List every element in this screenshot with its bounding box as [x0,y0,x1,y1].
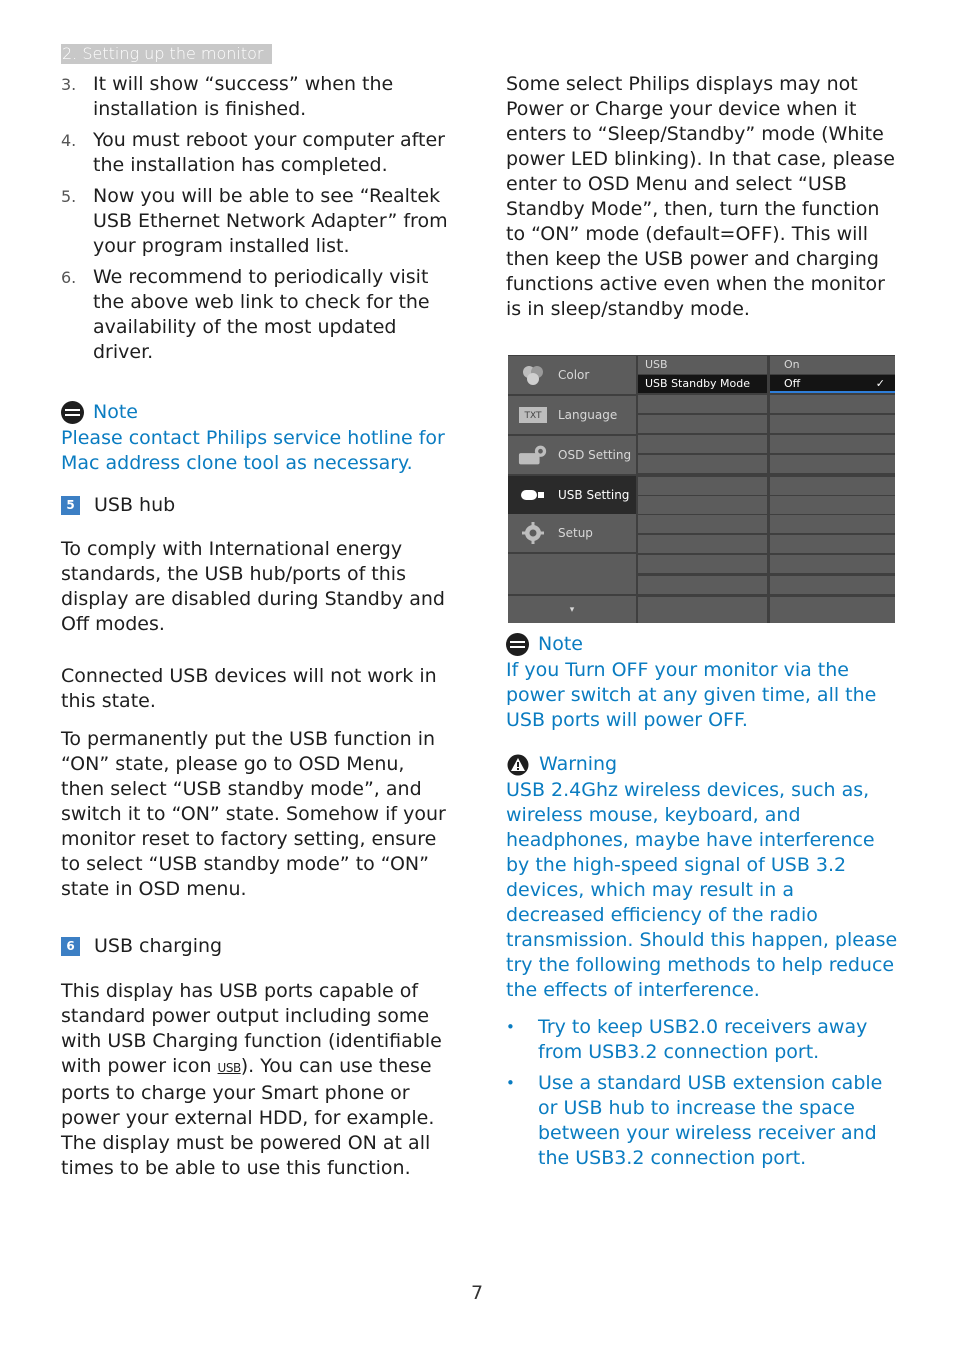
list-item: • Use a standard USB extension cable or USB hub to increase the space between your wireless receiver and the USB3.2 connection port. [506,1071,898,1171]
osd-row [770,477,895,495]
install-steps [61,72,453,365]
note-block [506,632,898,733]
list-item: 5. Now you will be able to see “Realtek USB Ethernet Network Adapter” from your program installed list. [61,185,448,257]
note-text: If you Turn OFF your monitor via the power switch at any given time, all the USB ports will power OFF. [506,659,877,731]
osd-row [638,435,767,453]
usb-hub-paragraph-2: Connected USB devices will not work in this state. [61,665,437,712]
osd-row [638,477,767,495]
osd-row [638,515,767,533]
osd-row [770,555,895,573]
note-block [61,400,453,476]
osd-main-menu [508,355,636,623]
usb-hub-section [61,493,453,902]
usb-charging-section [61,934,453,1181]
osd-menu-screenshot [508,355,895,623]
warning-text: USB 2.4Ghz wireless devices, such as, wireless mouse, keyboard, and headphones, maybe have interference by the high-speed signal of USB 3.2 devices, which may result in a decreased efficiency of the radio transmission. Should this happen, please try the following methods to help reduce the effects of interference. [506,779,898,1001]
usb-charging-paragraph: This display has USB ports capable of standard power output including some with USB Charging function (identifiable with power icon USB). You can use these ports to charge your Smart phone or power your external HDD, for example. The display must be powered ON at all times to be able to use this function. [61,980,442,1179]
list-item: • Try to keep USB2.0 receivers away from USB3.2 connection port. [506,1015,898,1065]
osd-item-usb-setting: USB Setting [508,476,636,514]
osd-gear-icon [518,443,548,467]
warning-heading: Warning [506,752,898,777]
check-icon: ✓ [875,377,885,390]
osd-row [770,576,895,594]
osd-more-arrow: ▾ [508,596,636,623]
note-heading: Note [506,632,898,657]
osd-row [770,535,895,553]
osd-row [638,455,767,473]
osd-row [638,496,767,514]
osd-option-off-selected: Off ✓ [770,375,895,393]
note-icon [61,401,84,424]
note-heading: Note [61,400,453,425]
osd-row [770,515,895,533]
color-icon [518,364,548,386]
osd-row [638,395,767,413]
list-item: 6. We recommend to periodically visit the above web link to check for the availability of the most updated driver. [61,266,430,363]
osd-row [770,415,895,433]
warning-bullets [506,1015,898,1171]
osd-item-osd-setting: OSD Setting [508,436,636,474]
left-column [61,72,453,371]
note-text: Please contact Philips service hotline for Mac address clone tool as necessary. [61,427,445,474]
osd-item-language: TXT Language [508,396,636,434]
usb-hub-paragraph-1: To comply with International energy standards, the USB hub/ports of this display are disabled during Standby and Off modes. [61,538,445,635]
page-number: 7 [470,1282,484,1304]
osd-row [638,535,767,553]
section-header: 2. Setting up the monitor [61,44,272,64]
osd-row [770,435,895,453]
osd-row [770,597,895,623]
osd-row [770,496,895,514]
osd-row [770,395,895,413]
note-icon [506,633,529,656]
usb-toggle-icon [518,488,548,502]
warning-icon [506,754,530,776]
osd-row [638,555,767,573]
list-item: 3. It will show “success” when the installation is finished. [61,73,394,120]
svg-text:TXT: TXT [524,411,542,421]
osd-row [638,415,767,433]
gear-icon [518,521,548,545]
osd-submenu-header: USB [638,356,767,374]
osd-row [770,455,895,473]
right-column [506,72,898,322]
osd-item-color: Color [508,356,636,394]
osd-submenu-usb-standby-mode: USB Standby Mode [638,375,767,393]
usb-standby-intro: Some select Philips displays may not Power or Charge your device when it enters to “Sleep/Standby” mode (White power LED blinking). In that case, please enter to OSD Menu and select “USB Standby Mode”, then, turn the function to “ON” mode (default=OFF). This will then keep the USB power and charging functions active even when the monitor is in sleep/standby mode. [506,73,895,320]
osd-item-empty [508,554,636,594]
usb-charge-icon: USB [217,1061,241,1075]
section-number-badge: 6 [61,937,80,956]
txt-icon [518,406,548,424]
section-number-badge: 5 [61,496,80,515]
usb-hub-paragraph-3: To permanently put the USB function in “ON” state, please go to OSD Menu, then select “USB standby mode”, and switch it to “ON” state. Somehow if your monitor reset to factory setting, ensure to select “USB standby mode” to “ON” state in OSD menu. [61,728,446,900]
osd-row [638,597,767,623]
osd-options [770,355,895,623]
osd-row [638,576,767,594]
osd-option-on: On [770,356,895,374]
osd-item-setup: Setup [508,514,636,552]
warning-block [506,752,898,1177]
usb-charging-heading: 6 USB charging [61,934,453,959]
osd-submenu [638,355,767,623]
usb-hub-heading: 5 USB hub [61,493,453,518]
list-item: 4. You must reboot your computer after the installation has completed. [61,129,445,176]
